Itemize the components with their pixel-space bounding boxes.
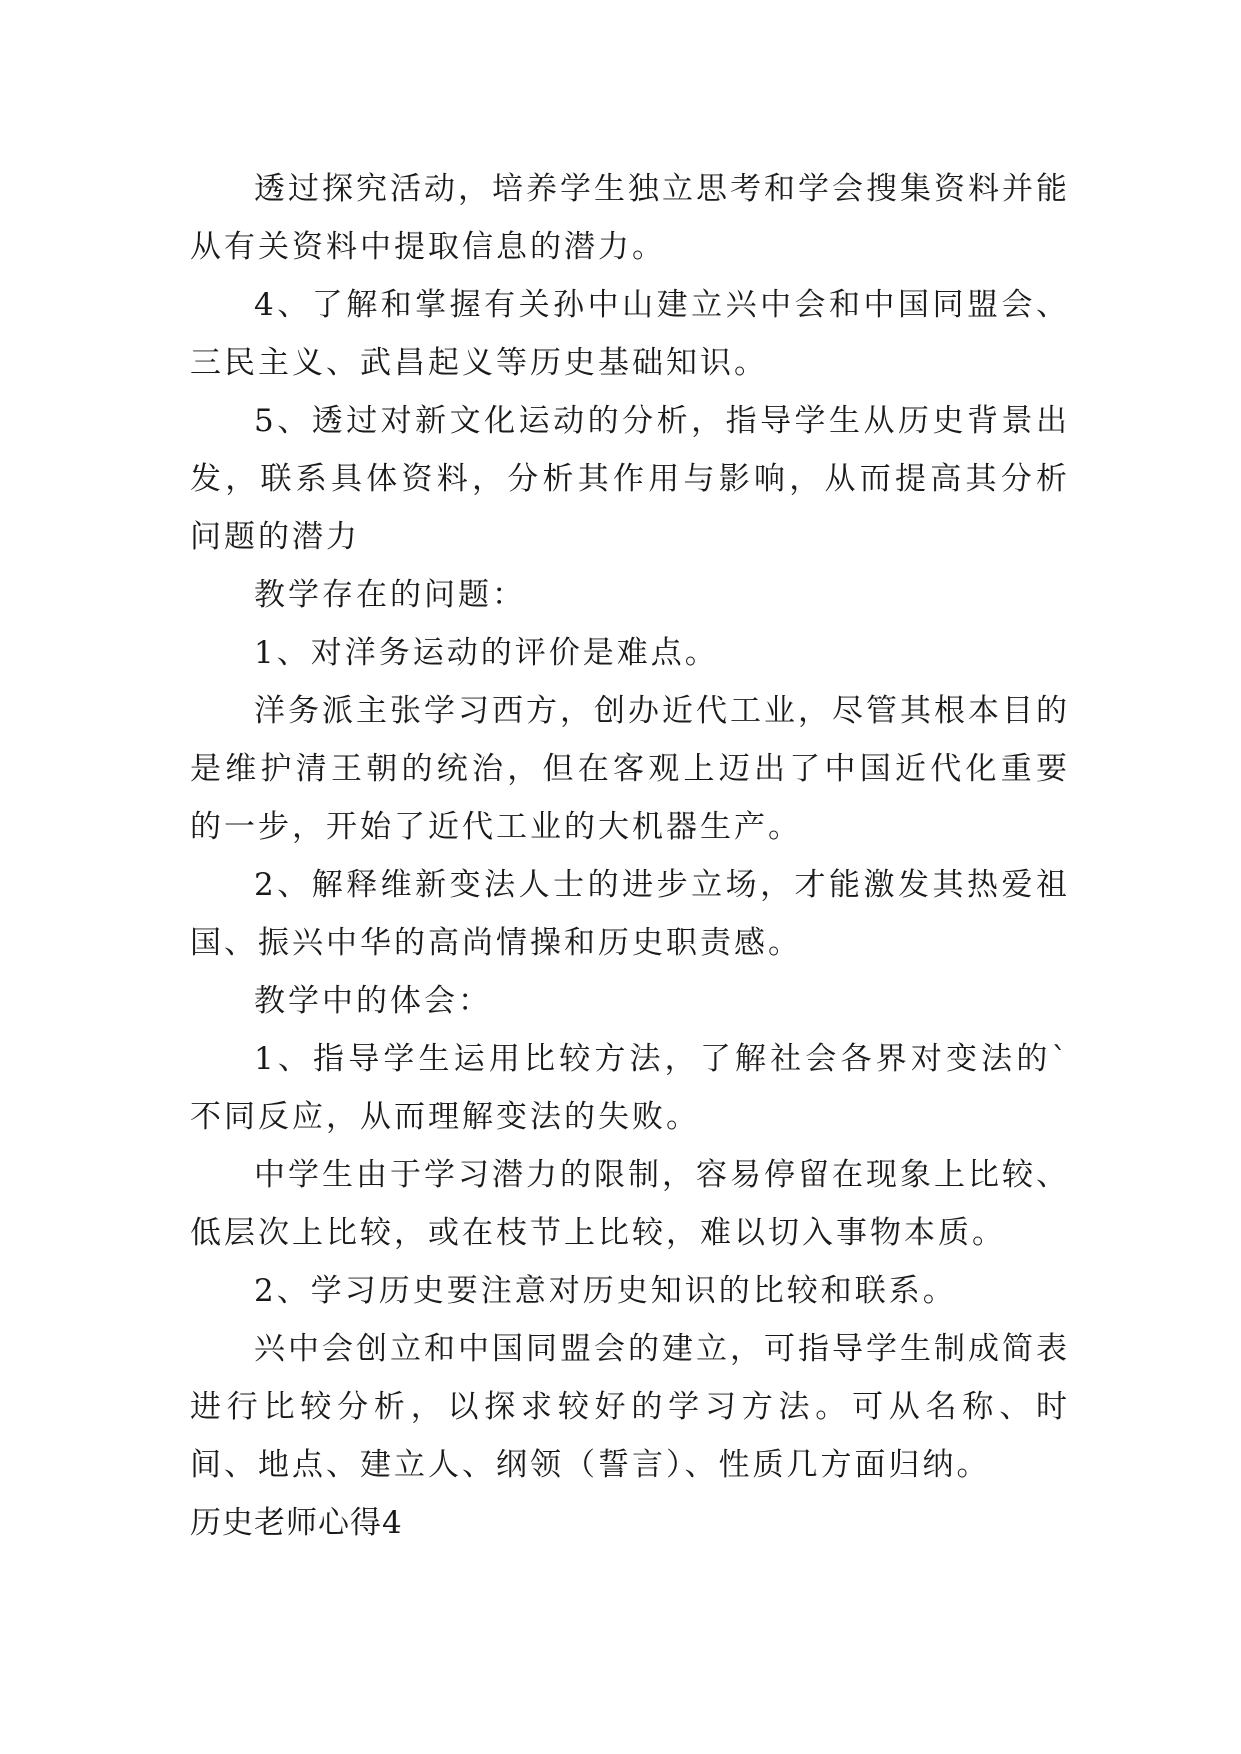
- paragraph: 1、对洋务运动的评价是难点。: [254, 635, 719, 671]
- paragraph: 教学存在的问题：: [254, 577, 526, 613]
- paragraph: 洋务派主张学习西方，创办近代工业，尽管其根本目的是维护清王朝的统治，但在客观上迈出了中国近代化重要的一步，开始了近代工业的大机器生产。: [190, 693, 1070, 845]
- paragraph: 兴中会创立和中国同盟会的建立，可指导学生制成简表进行比较分析，以探求较好的学习方法。可从名称、时间、地点、建立人、纲领（誓言）、性质几方面归纳。: [190, 1331, 1070, 1483]
- paragraph: 1、指导学生运用比较方法，了解社会各界对变法的`不同反应，从而理解变法的失败。: [190, 1041, 1070, 1135]
- paragraph: 透过探究活动，培养学生独立思考和学会搜集资料并能从有关资料中提取信息的潜力。: [190, 171, 1070, 265]
- paragraph: 5、透过对新文化运动的分析，指导学生从历史背景出发，联系具体资料，分析其作用与影响，从而提高其分析问题的潜力: [190, 403, 1070, 555]
- section-heading: 历史老师心得4: [190, 1505, 403, 1541]
- paragraph: 4、了解和掌握有关孙中山建立兴中会和中国同盟会、三民主义、武昌起义等历史基础知识。: [190, 287, 1070, 381]
- paragraph: 2、学习历史要注意对历史知识的比较和联系。: [254, 1273, 957, 1309]
- paragraph: 中学生由于学习潜力的限制，容易停留在现象上比较、低层次上比较，或在枝节上比较，难以切入事物本质。: [190, 1157, 1070, 1251]
- paragraph: 2、解释维新变法人士的进步立场，才能激发其热爱祖国、振兴中华的高尚情操和历史职责感。: [190, 867, 1070, 961]
- document-body: [190, 160, 1070, 1552]
- paragraph: 教学中的体会：: [254, 983, 492, 1019]
